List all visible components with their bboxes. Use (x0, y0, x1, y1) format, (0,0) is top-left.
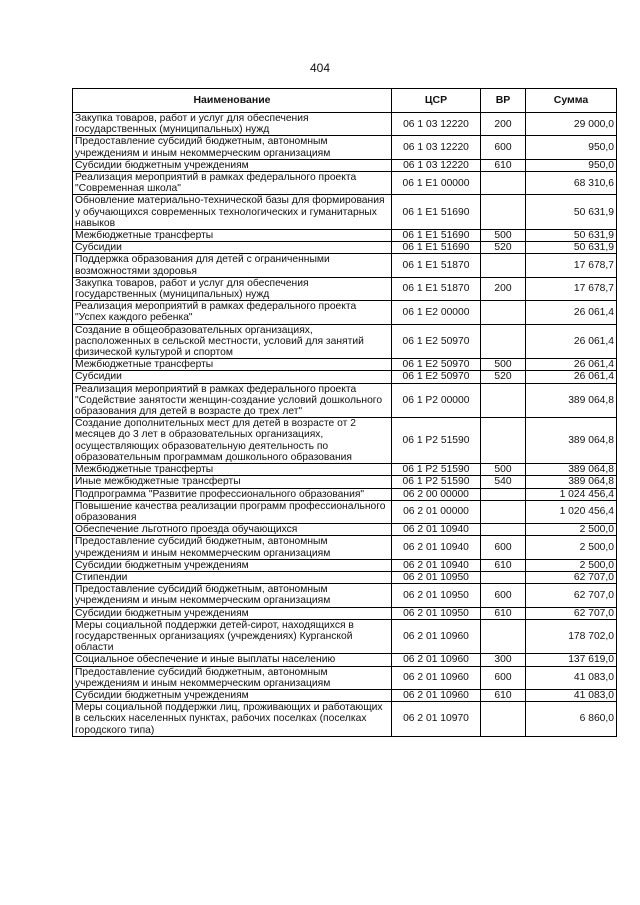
table-row (73, 571, 617, 583)
cell-vr: 520 (481, 242, 526, 254)
cell-name: Закупка товаров, работ и услуг для обеспечения государственных (муниципальных) нужд (73, 113, 392, 136)
cell-vr: 600 (481, 136, 526, 159)
cell-csr: 06 1 E1 51690 (392, 195, 481, 230)
table-row (73, 254, 617, 277)
cell-sum: 26 061,4 (526, 359, 617, 371)
table-row (73, 524, 617, 536)
table-row (73, 584, 617, 607)
header-vr: ВР (481, 89, 526, 113)
table-row (73, 619, 617, 654)
table-row (73, 324, 617, 359)
cell-name: Межбюджетные трансферты (73, 464, 392, 476)
cell-sum: 389 064,8 (526, 418, 617, 464)
cell-vr: 600 (481, 536, 526, 559)
cell-csr: 06 1 E2 50970 (392, 371, 481, 383)
cell-sum: 950,0 (526, 159, 617, 171)
cell-csr: 06 2 01 10960 (392, 689, 481, 701)
cell-sum: 2 500,0 (526, 524, 617, 536)
cell-name: Межбюджетные трансферты (73, 230, 392, 242)
cell-sum: 62 707,0 (526, 584, 617, 607)
cell-csr: 06 1 03 12220 (392, 136, 481, 159)
cell-csr: 06 2 01 10940 (392, 524, 481, 536)
cell-vr: 500 (481, 230, 526, 242)
table-row (73, 418, 617, 464)
cell-name: Субсидии бюджетным учреждениям (73, 559, 392, 571)
cell-vr: 600 (481, 584, 526, 607)
table-row (73, 476, 617, 488)
cell-vr (481, 571, 526, 583)
table-header (73, 89, 617, 113)
cell-sum: 1 024 456,4 (526, 488, 617, 500)
table-row (73, 536, 617, 559)
cell-vr (481, 195, 526, 230)
cell-csr: 06 2 01 10960 (392, 666, 481, 689)
cell-sum: 2 500,0 (526, 536, 617, 559)
cell-vr: 610 (481, 559, 526, 571)
cell-csr: 06 2 01 10960 (392, 654, 481, 666)
budget-table (72, 88, 617, 737)
cell-sum: 389 064,8 (526, 464, 617, 476)
header-sum: Сумма (526, 89, 617, 113)
cell-csr: 06 1 E1 51870 (392, 254, 481, 277)
cell-name: Обеспечение льготного проезда обучающихся (73, 524, 392, 536)
cell-csr: 06 2 01 10960 (392, 619, 481, 654)
cell-vr (481, 172, 526, 195)
cell-sum: 17 678,7 (526, 277, 617, 300)
cell-csr: 06 2 01 10950 (392, 571, 481, 583)
cell-name: Субсидии (73, 242, 392, 254)
table-row (73, 136, 617, 159)
cell-name: Межбюджетные трансферты (73, 359, 392, 371)
cell-sum: 389 064,8 (526, 476, 617, 488)
table-row (73, 689, 617, 701)
table-row (73, 159, 617, 171)
cell-vr: 610 (481, 689, 526, 701)
cell-vr: 500 (481, 359, 526, 371)
table-row (73, 277, 617, 300)
cell-name: Создание дополнительных мест для детей в возрасте от 2 месяцев до 3 лет в образовательных организациях, осуществляющих образовательную деятельность по образовательным программам дошкольного образования (73, 418, 392, 464)
cell-vr (481, 254, 526, 277)
cell-csr: 06 1 E2 50970 (392, 324, 481, 359)
cell-sum: 950,0 (526, 136, 617, 159)
cell-name: Субсидии (73, 371, 392, 383)
cell-csr: 06 1 P2 51590 (392, 418, 481, 464)
table-row (73, 301, 617, 324)
cell-csr: 06 1 E1 51690 (392, 242, 481, 254)
cell-sum: 26 061,4 (526, 324, 617, 359)
cell-vr (481, 301, 526, 324)
table-row (73, 607, 617, 619)
cell-vr: 610 (481, 607, 526, 619)
cell-name: Обновление материально-технической базы для формирования у обучающихся современных технологических и гуманитарных навыков (73, 195, 392, 230)
table-row (73, 195, 617, 230)
cell-name: Предоставление субсидий бюджетным, автономным учреждениям и иным некоммерческим организациям (73, 536, 392, 559)
table-row (73, 559, 617, 571)
cell-csr: 06 1 E2 00000 (392, 301, 481, 324)
cell-vr: 200 (481, 277, 526, 300)
cell-vr (481, 524, 526, 536)
table-row (73, 500, 617, 523)
cell-name: Подпрограмма "Развитие профессионального образования" (73, 488, 392, 500)
cell-name: Стипендии (73, 571, 392, 583)
cell-vr (481, 418, 526, 464)
cell-vr: 300 (481, 654, 526, 666)
cell-csr: 06 1 E2 50970 (392, 359, 481, 371)
cell-csr: 06 1 03 12220 (392, 113, 481, 136)
cell-sum: 41 083,0 (526, 666, 617, 689)
cell-name: Субсидии бюджетным учреждениям (73, 689, 392, 701)
cell-sum: 68 310,6 (526, 172, 617, 195)
cell-sum: 178 702,0 (526, 619, 617, 654)
cell-sum: 6 860,0 (526, 702, 617, 737)
cell-vr: 610 (481, 159, 526, 171)
cell-name: Социальное обеспечение и иные выплаты населению (73, 654, 392, 666)
cell-vr: 500 (481, 464, 526, 476)
cell-name: Реализация мероприятий в рамках федерального проекта "Успех каждого ребенка" (73, 301, 392, 324)
cell-name: Создание в общеобразовательных организациях, расположенных в сельской местности, условий для занятий физической культурой и спортом (73, 324, 392, 359)
cell-vr (481, 383, 526, 418)
cell-vr: 600 (481, 666, 526, 689)
cell-name: Реализация мероприятий в рамках федерального проекта "Современная школа" (73, 172, 392, 195)
cell-csr: 06 2 01 10950 (392, 584, 481, 607)
cell-csr: 06 2 01 10970 (392, 702, 481, 737)
cell-sum: 1 020 456,4 (526, 500, 617, 523)
cell-csr: 06 2 00 00000 (392, 488, 481, 500)
cell-sum: 2 500,0 (526, 559, 617, 571)
cell-sum: 50 631,9 (526, 230, 617, 242)
header-csr: ЦСР (392, 89, 481, 113)
cell-name: Предоставление субсидий бюджетным, автономным учреждениям и иным некоммерческим организациям (73, 666, 392, 689)
cell-csr: 06 2 01 10940 (392, 559, 481, 571)
cell-sum: 137 619,0 (526, 654, 617, 666)
cell-vr (481, 324, 526, 359)
cell-name: Меры социальной поддержки детей-сирот, находящихся в государственных организациях (учреждениях) Курганской области (73, 619, 392, 654)
cell-vr: 520 (481, 371, 526, 383)
cell-csr: 06 1 P2 51590 (392, 476, 481, 488)
table-row (73, 488, 617, 500)
cell-name: Иные межбюджетные трансферты (73, 476, 392, 488)
table-row (73, 371, 617, 383)
cell-sum: 29 000,0 (526, 113, 617, 136)
cell-sum: 26 061,4 (526, 301, 617, 324)
cell-name: Поддержка образования для детей с ограниченными возможностями здоровья (73, 254, 392, 277)
cell-sum: 62 707,0 (526, 607, 617, 619)
cell-sum: 62 707,0 (526, 571, 617, 583)
cell-sum: 389 064,8 (526, 383, 617, 418)
table-row (73, 654, 617, 666)
table-row (73, 113, 617, 136)
cell-vr (481, 488, 526, 500)
cell-name: Предоставление субсидий бюджетным, автономным учреждениям и иным некоммерческим организациям (73, 584, 392, 607)
cell-vr: 200 (481, 113, 526, 136)
cell-vr (481, 702, 526, 737)
page-number: 404 (309, 61, 331, 75)
cell-name: Предоставление субсидий бюджетным, автономным учреждениям и иным некоммерческим организациям (73, 136, 392, 159)
table-row (73, 172, 617, 195)
cell-name: Закупка товаров, работ и услуг для обеспечения государственных (муниципальных) нужд (73, 277, 392, 300)
table-row (73, 464, 617, 476)
cell-name: Реализация мероприятий в рамках федерального проекта "Содействие занятости женщин-создание условий дошкольного образования для детей в возрасте до трех лет" (73, 383, 392, 418)
table-row (73, 230, 617, 242)
cell-csr: 06 1 P2 00000 (392, 383, 481, 418)
cell-name: Субсидии бюджетным учреждениям (73, 607, 392, 619)
cell-vr (481, 619, 526, 654)
cell-csr: 06 2 01 10950 (392, 607, 481, 619)
table-body (73, 113, 617, 737)
cell-vr (481, 500, 526, 523)
table-row (73, 666, 617, 689)
cell-sum: 50 631,9 (526, 242, 617, 254)
cell-sum: 50 631,9 (526, 195, 617, 230)
cell-name: Субсидии бюджетным учреждениям (73, 159, 392, 171)
cell-csr: 06 1 E1 51690 (392, 230, 481, 242)
cell-sum: 26 061,4 (526, 371, 617, 383)
table-row (73, 702, 617, 737)
table-row (73, 383, 617, 418)
header-row (73, 89, 617, 113)
header-name: Наименование (73, 89, 392, 113)
cell-sum: 41 083,0 (526, 689, 617, 701)
cell-vr: 540 (481, 476, 526, 488)
cell-csr: 06 1 P2 51590 (392, 464, 481, 476)
cell-csr: 06 2 01 00000 (392, 500, 481, 523)
cell-name: Меры социальной поддержки лиц, проживающих и работающих в сельских населенных пунктах, рабочих поселках (поселках городского типа) (73, 702, 392, 737)
cell-csr: 06 1 E1 51870 (392, 277, 481, 300)
cell-csr: 06 1 03 12220 (392, 159, 481, 171)
cell-csr: 06 2 01 10940 (392, 536, 481, 559)
cell-csr: 06 1 E1 00000 (392, 172, 481, 195)
cell-name: Повышение качества реализации программ профессионального образования (73, 500, 392, 523)
cell-sum: 17 678,7 (526, 254, 617, 277)
table-row (73, 242, 617, 254)
table-row (73, 359, 617, 371)
